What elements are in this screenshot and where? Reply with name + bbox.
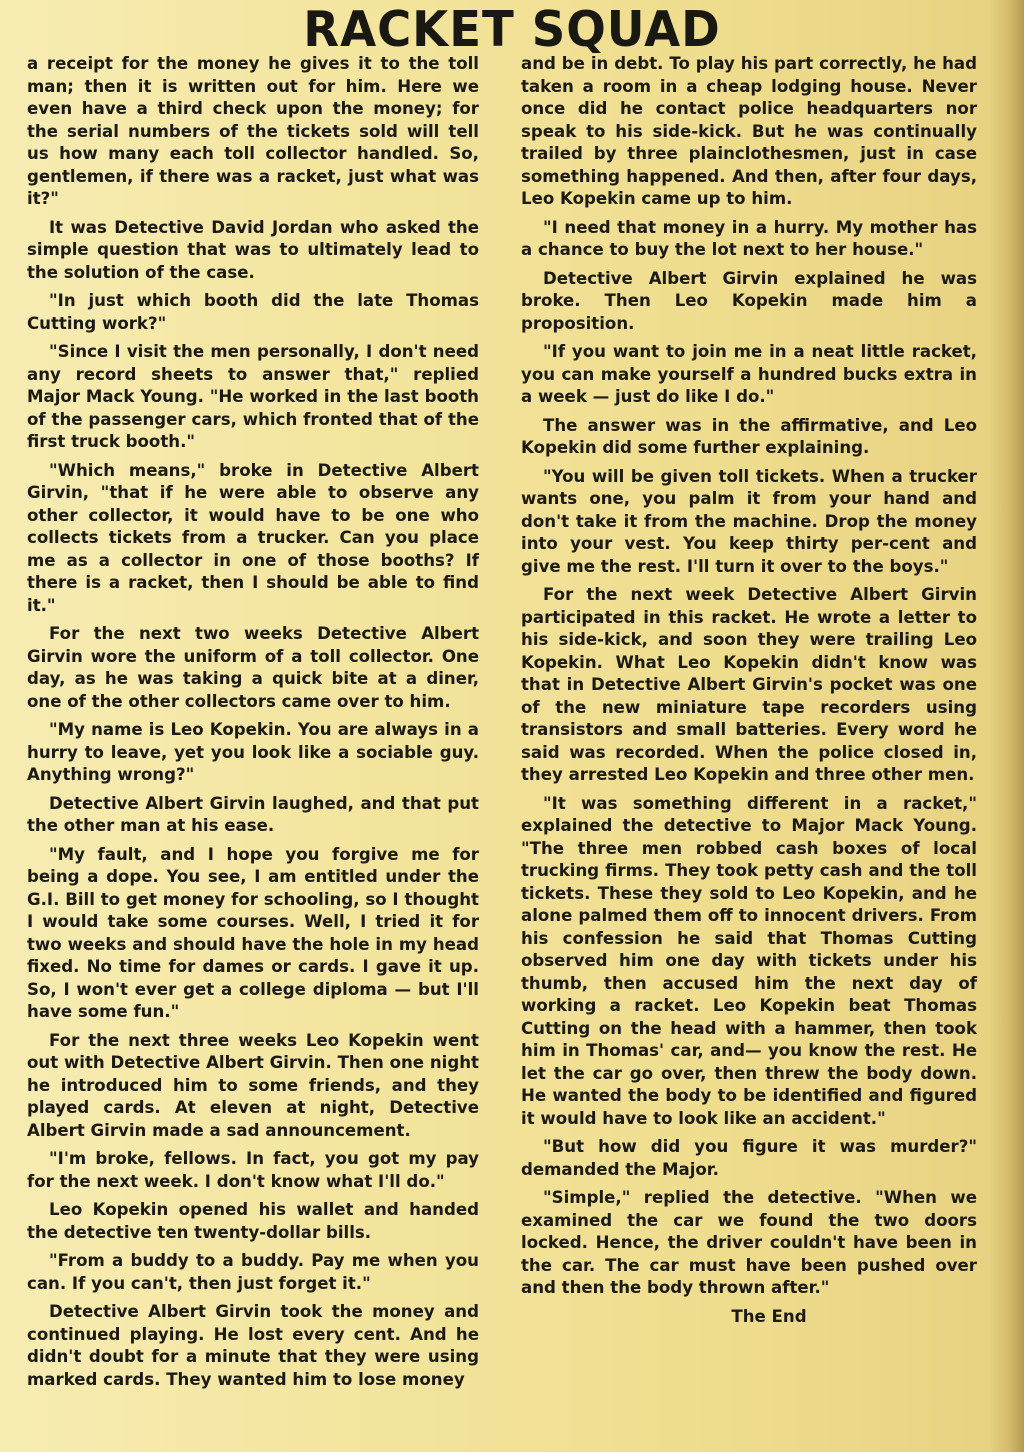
page-title: RACKET SQUAD: [303, 1, 721, 58]
paragraph: "It was something different in a racket," explained the detective to Major Mack Young. "The three men robbed cash boxes of local trucking firms. They took petty cash and the toll tickets. These they sold to Leo Kopekin, and he alone palmed them off to innocent drivers. From his confession he said that Thomas Cutting observed him one day with tickets under his thumb, then accused him the next day of working a racket. Leo Kopekin beat Thomas Cutting on the head with a hammer, then took him in Thomas' car, and— you know the rest. He let the car go over, then threw the body down. He wanted the body to be identified and figured it would have to look like an accident.": [521, 793, 977, 1128]
paragraph: "Since I visit the men personally, I don't need any record sheets to answer that," replied Major Mack Young. "He worked in the last booth of the passenger cars, which fronted that of the first truck booth.": [27, 342, 479, 451]
page-edge-shadow: [990, 0, 1024, 1452]
paragraph: "From a buddy to a buddy. Pay me when you can. If you can't, then just forget it.": [27, 1251, 479, 1293]
paragraph: Detective Albert Girvin laughed, and that put the other man at his ease.: [27, 793, 479, 835]
paragraph: "You will be given toll tickets. When a trucker wants one, you palm it from your hand and don't take it from the machine. Drop the money into your vest. You keep thirty per-cent and give me the rest. I'll turn it over to the boys.": [521, 466, 977, 576]
left-text-column: [27, 53, 479, 1397]
right-text-column: [521, 53, 977, 1334]
paragraph: "My name is Leo Kopekin. You are always in a hurry to leave, yet you look like a sociable guy. Anything wrong?": [27, 720, 479, 784]
paragraph: For the next week Detective Albert Girvin participated in this racket. He wrote a letter to his side-kick, and soon they were trailing Leo Kopekin. What Leo Kopekin didn't know was that in Detective Albert Girvin's pocket was one of the new miniature tape recorders using transistors and small batteries. Every word he said was recorded. When the police closed in, they arrested Leo Kopekin and three other men.: [521, 585, 977, 784]
paragraph: "Simple," replied the detective. "When we examined the car we found the two doors locked. Hence, the driver couldn't have been in the car. The car must have been pushed over and then the body thrown after.": [521, 1188, 977, 1297]
paragraph: For the next three weeks Leo Kopekin went out with Detective Albert Girvin. Then one night he introduced him to some friends, and they played cards. At eleven at night, Detective Albert Girvin made a sad announcement.: [27, 1030, 479, 1140]
paragraph: It was Detective David Jordan who asked the simple question that was to ultimately lead to the solution of the case.: [27, 217, 479, 282]
paragraph: "I'm broke, fellows. In fact, you got my pay for the next week. I don't know what I'll do.": [27, 1149, 479, 1191]
paragraph: a receipt for the money he gives it to the toll man; then it is written out for him. Here we even have a third check upon the money; for the serial numbers of the tickets sold will tell us how many each toll collector handled. So, gentlemen, if there was a racket, just what was it?": [27, 54, 479, 208]
paragraph: "My fault, and I hope you forgive me for being a dope. You see, I am entitled under the G.I. Bill to get money for schooling, so I thought I would take some courses. Well, I tried it for two weeks and should have the hole in my head fixed. No time for dames or cards. I gave it up. So, I won't ever get a college diploma — but I'll have some fun.": [27, 844, 479, 1021]
paragraph: Detective Albert Girvin explained he was broke. Then Leo Kopekin made him a proposition.: [521, 268, 977, 333]
paragraph: Detective Albert Girvin took the money and continued playing. He lost every cent. And he didn't doubt for a minute that they were using marked cards. They wanted him to lose money: [27, 1302, 479, 1389]
paragraph: "I need that money in a hurry. My mother has a chance to buy the lot next to her house.": [521, 217, 977, 259]
story-end-label: The End: [731, 1306, 807, 1326]
paragraph: Leo Kopekin opened his wallet and handed the detective ten twenty-dollar bills.: [27, 1200, 479, 1242]
paragraph: and be in debt. To play his part correctly, he had taken a room in a cheap lodging house. Never once did he contact police headquarters nor speak to his side-kick. But he was continually trailed by three plainclothesmen, just in case something happened. And then, after four days, Leo Kopekin came up to him.: [521, 54, 977, 208]
paragraph: "Which means," broke in Detective Albert Girvin, "that if he were able to observe any other collector, it would have to be one who collects tickets from a trucker. Can you place me as a collector in one of those booths? If there is a racket, then I should be able to find it.": [27, 460, 479, 615]
paragraph: The answer was in the affirmative, and Leo Kopekin did some further explaining.: [521, 415, 977, 457]
paragraph: "But how did you figure it was murder?" demanded the Major.: [521, 1137, 977, 1179]
paragraph: For the next two weeks Detective Albert Girvin wore the uniform of a toll collector. One day, as he was taking a quick bite at a diner, one of the other collectors came over to him.: [27, 624, 479, 711]
paragraph: "If you want to join me in a neat little racket, you can make yourself a hundred bucks extra in a week — just do like I do.": [521, 342, 977, 406]
paragraph: "In just which booth did the late Thomas Cutting work?": [27, 291, 479, 333]
